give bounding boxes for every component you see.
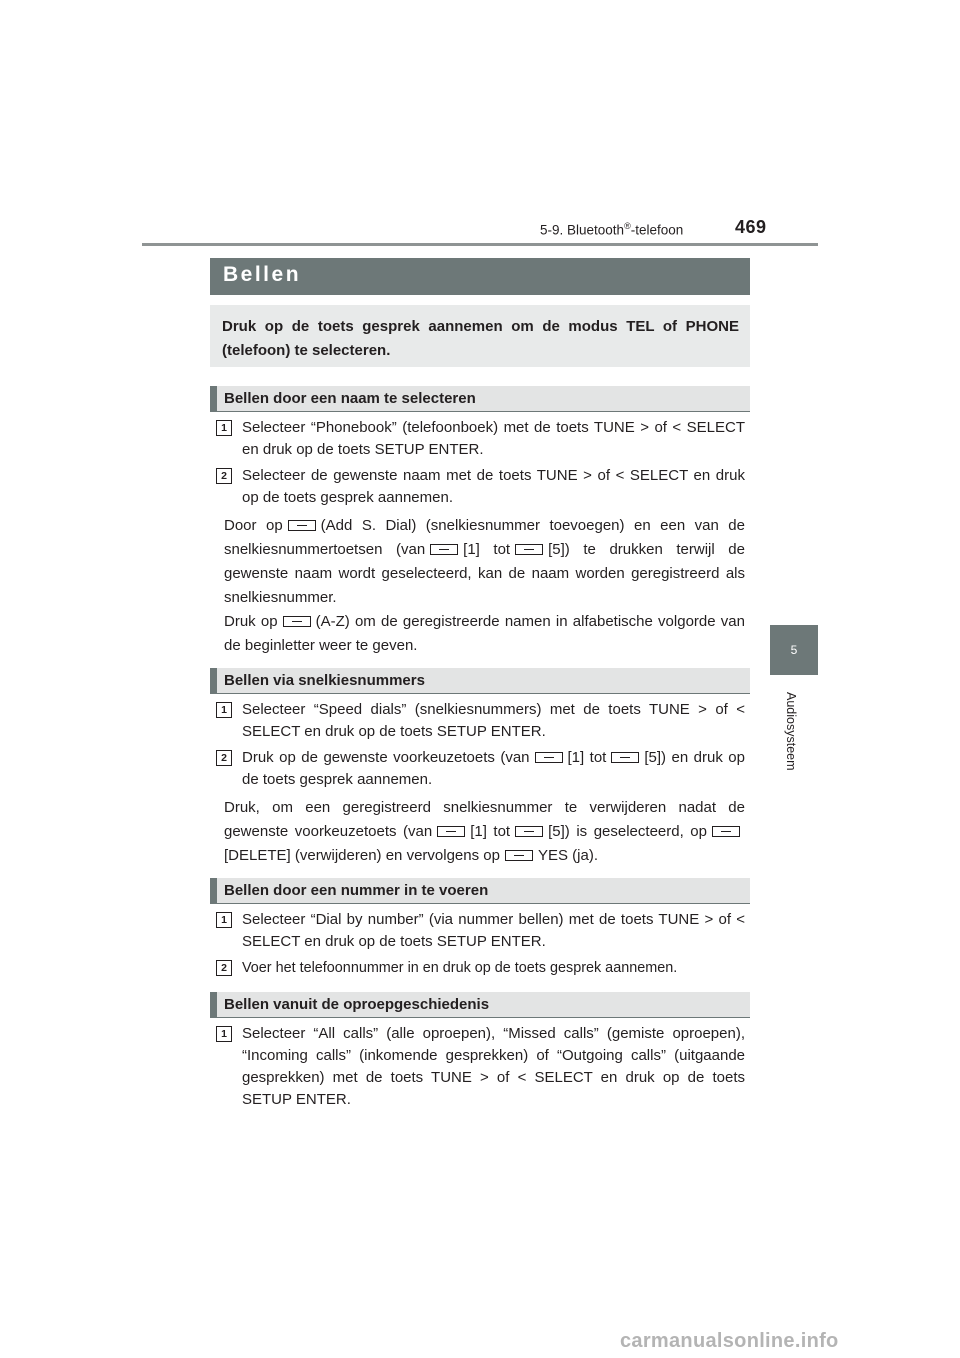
softkey-button-icon (437, 826, 465, 837)
softkey-button-icon (712, 826, 740, 837)
softkey-button-icon (515, 826, 543, 837)
step-text (242, 747, 745, 791)
registered-mark: ® (624, 221, 631, 231)
note-text: (Add S. Dial) (snelkiesnummer toevoegen) en een van de snelkiesnummertoetsen (van (224, 517, 745, 558)
step-text: Selecteer de gewenste naam met de toets TUNE > of < SELECT en druk op de toets gesprek aannemen. (242, 467, 745, 506)
header-rule (142, 243, 818, 246)
section-prefix: 5-9. Bluetooth (540, 222, 625, 238)
section-heading (210, 878, 750, 904)
step-number: 2 (216, 750, 232, 766)
section-suffix: -telefoon (630, 222, 684, 238)
page-number: 469 (735, 217, 767, 237)
note-text: [1] tot (463, 541, 511, 558)
softkey-button-icon (611, 752, 639, 763)
note-text: [5]) te drukken terwijl de gewenste naam wordt geselecteerd, kan de naam worden geregistreerd als snelkiesnummer. (224, 541, 745, 606)
note-text: [5]) is geselecteerd, op (548, 823, 707, 840)
softkey-button-icon (515, 544, 543, 555)
step-text-part: Druk op de gewenste voorkeuzetoets (van (242, 749, 530, 766)
section-heading-text: Bellen via snelkiesnummers (224, 672, 425, 689)
note-text: Druk op (224, 613, 278, 630)
step-number: 1 (216, 420, 232, 436)
section-heading (210, 992, 750, 1018)
step-number: 2 (216, 468, 232, 484)
step-text: Selecteer “Dial by number” (via nummer bellen) met de toets TUNE > of < SELECT en druk op de toets SETUP ENTER. (242, 911, 745, 950)
softkey-button-icon (288, 520, 316, 531)
note-paragraph (224, 610, 745, 658)
note-paragraph (224, 796, 745, 868)
chapter-tab: 5 (770, 625, 818, 675)
section-header (540, 221, 683, 238)
chapter-label: Audiosysteem (784, 692, 798, 771)
page-title-bar (210, 258, 750, 295)
note-text: YES (ja). (537, 847, 598, 864)
step-number: 1 (216, 912, 232, 928)
step-text: Selecteer “All calls” (alle oproepen), “Missed calls” (gemiste oproepen), “Incoming calls” (inkomende gesprekken) of “Outgoing calls” (uitgaande gesprekken) met de toets TUNE > of < SELECT en druk op de toets SETUP ENTER. (242, 1025, 745, 1108)
step-text: Selecteer “Speed dials” (snelkiesnummers) met de toets TUNE > of < SELECT en druk op de toets SETUP ENTER. (242, 701, 745, 740)
note-text: (A-Z) om de geregistreerde namen in alfabetische volgorde van de beginletter weer te geven. (224, 613, 745, 654)
step-text-part: [5]) en druk op de toets gesprek aannemen. (242, 749, 745, 788)
step-text-part: [1] tot (567, 749, 607, 766)
note-paragraph (224, 514, 745, 610)
section-heading-text: Bellen door een naam te selecteren (224, 390, 476, 407)
section-heading (210, 668, 750, 694)
intro-box: Druk op de toets gesprek aannemen om de modus TEL of PHONE (telefoon) te selecteren. (210, 305, 750, 367)
footer-watermark: carmanualsonline.info (620, 1330, 839, 1352)
softkey-button-icon (505, 850, 533, 861)
page-title: Bellen (223, 263, 302, 286)
step-text: Selecteer “Phonebook” (telefoonboek) met de toets TUNE > of < SELECT en druk op de toets SETUP ENTER. (242, 419, 745, 458)
note-text: [DELETE] (verwijderen) en vervolgens op (224, 847, 500, 864)
note-text: [1] tot (470, 823, 511, 840)
step-number: 1 (216, 1026, 232, 1042)
section-heading-text: Bellen vanuit de oproepgeschiedenis (224, 996, 490, 1013)
softkey-button-icon (535, 752, 563, 763)
softkey-button-icon (283, 616, 311, 627)
step-number: 1 (216, 702, 232, 718)
step-number: 2 (216, 960, 232, 976)
step-text: Voer het telefoonnummer in en druk op de toets gesprek aannemen. (242, 960, 678, 976)
softkey-button-icon (430, 544, 458, 555)
section-heading (210, 386, 750, 412)
section-heading-text: Bellen door een nummer in te voeren (224, 882, 489, 899)
note-text: Druk, om een geregistreerd snelkiesnummer te verwijderen nadat de gewenste voorkeuzetoets (van (224, 799, 745, 840)
note-text: Door op (224, 517, 283, 534)
